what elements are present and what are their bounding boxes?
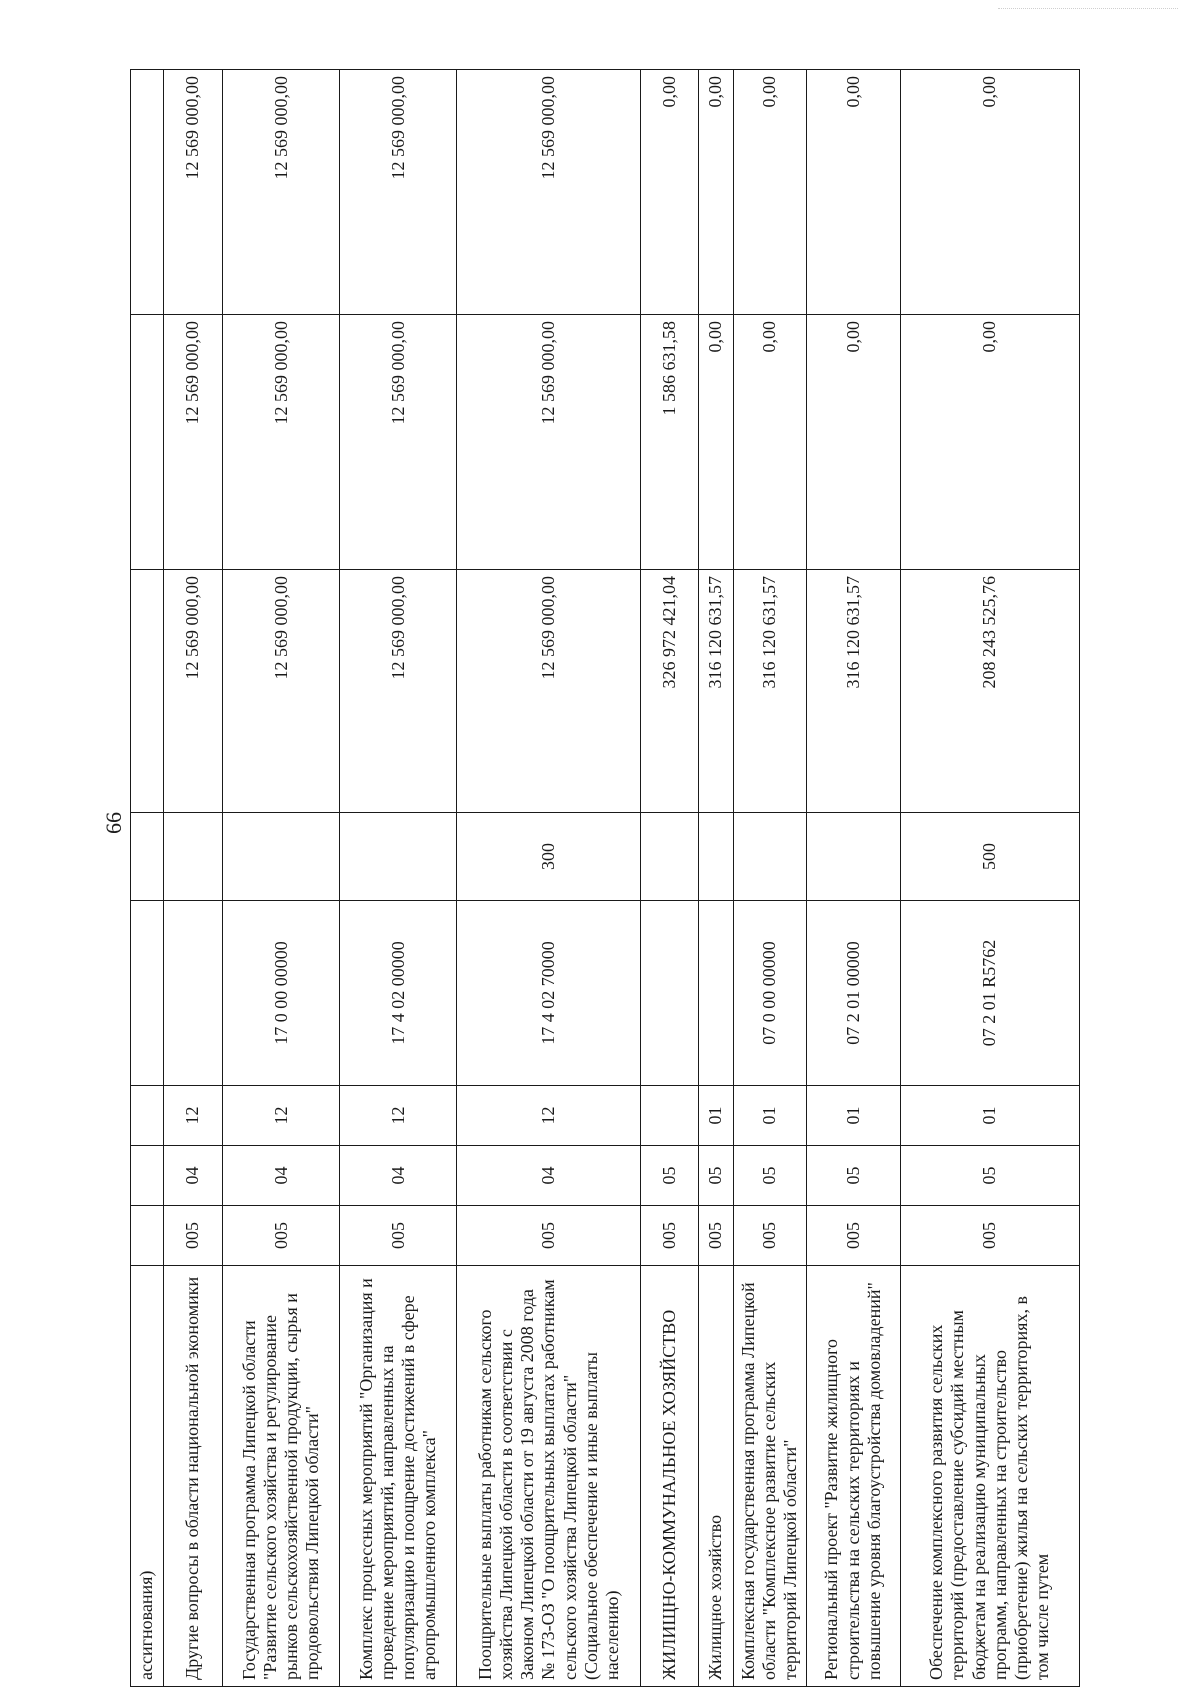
amount-year-2: 1 586 631,58 <box>641 315 698 570</box>
admin-code: 005 <box>641 1206 698 1266</box>
subsection-code: 12 <box>164 1086 223 1146</box>
table-row <box>223 70 340 1687</box>
admin-code <box>131 1206 164 1266</box>
subsection-code: 01 <box>806 1086 900 1146</box>
expense-type: 500 <box>900 813 1079 901</box>
section-code: 05 <box>900 1146 1079 1206</box>
section-code: 04 <box>340 1146 457 1206</box>
target-article: 07 2 01 00000 <box>806 901 900 1086</box>
amount-year-1: 316 120 631,57 <box>698 570 733 813</box>
amount-year-2: 12 569 000,00 <box>223 315 340 570</box>
row-name: Региональный проект "Развитие жилищного строительства на сельских территориях и повышение уровня благоустройства домовладений" <box>806 1266 900 1687</box>
amount-year-2 <box>131 315 164 570</box>
admin-code: 005 <box>698 1206 733 1266</box>
subsection-code: 01 <box>900 1086 1079 1146</box>
row-name: Жилищное хозяйство <box>698 1266 733 1687</box>
target-article: 17 4 02 70000 <box>457 901 641 1086</box>
amount-year-3: 12 569 000,00 <box>340 70 457 315</box>
target-article: 07 0 00 00000 <box>733 901 806 1086</box>
amount-year-2: 12 569 000,00 <box>340 315 457 570</box>
target-article: 07 2 01 R5762 <box>900 901 1079 1086</box>
subsection-code: 01 <box>733 1086 806 1146</box>
amount-year-3: 0,00 <box>641 70 698 315</box>
row-name: ассигнования) <box>131 1266 164 1687</box>
table-row <box>131 70 164 1687</box>
subsection-code <box>641 1086 698 1146</box>
section-code: 04 <box>164 1146 223 1206</box>
amount-year-2: 0,00 <box>698 315 733 570</box>
section-code <box>131 1146 164 1206</box>
subsection-code: 12 <box>340 1086 457 1146</box>
rotated-table-container <box>130 70 1080 1687</box>
amount-year-1: 316 120 631,57 <box>806 570 900 813</box>
row-name: ЖИЛИЩНО-КОММУНАЛЬНОЕ ХОЗЯЙСТВО <box>641 1266 698 1687</box>
expense-type: 300 <box>457 813 641 901</box>
amount-year-1 <box>131 570 164 813</box>
amount-year-3: 12 569 000,00 <box>223 70 340 315</box>
section-code: 05 <box>733 1146 806 1206</box>
amount-year-3: 12 569 000,00 <box>457 70 641 315</box>
amount-year-3: 12 569 000,00 <box>164 70 223 315</box>
subsection-code <box>131 1086 164 1146</box>
section-code: 05 <box>641 1146 698 1206</box>
expense-type <box>806 813 900 901</box>
admin-code: 005 <box>806 1206 900 1266</box>
amount-year-3: 0,00 <box>733 70 806 315</box>
expense-type <box>223 813 340 901</box>
admin-code: 005 <box>340 1206 457 1266</box>
table-row <box>900 70 1079 1687</box>
admin-code: 005 <box>223 1206 340 1266</box>
amount-year-3 <box>131 70 164 315</box>
amount-year-1: 316 120 631,57 <box>733 570 806 813</box>
admin-code: 005 <box>733 1206 806 1266</box>
subsection-code: 12 <box>457 1086 641 1146</box>
amount-year-3: 0,00 <box>900 70 1079 315</box>
admin-code: 005 <box>457 1206 641 1266</box>
page-number: 66 <box>101 812 126 834</box>
subsection-code: 12 <box>223 1086 340 1146</box>
expense-type <box>641 813 698 901</box>
row-name: Другие вопросы в области национальной экономики <box>164 1266 223 1687</box>
amount-year-1: 12 569 000,00 <box>340 570 457 813</box>
amount-year-2: 12 569 000,00 <box>457 315 641 570</box>
table-row <box>806 70 900 1687</box>
target-article: 17 0 00 00000 <box>223 901 340 1086</box>
amount-year-2: 0,00 <box>733 315 806 570</box>
budget-table <box>130 69 1080 1687</box>
amount-year-2: 0,00 <box>900 315 1079 570</box>
expense-type <box>340 813 457 901</box>
section-code: 05 <box>698 1146 733 1206</box>
table-row <box>164 70 223 1687</box>
admin-code: 005 <box>900 1206 1079 1266</box>
row-name: Комплекс процессных мероприятий "Организация и проведение мероприятий, направленных на популяризацию и поощрение достижений в сфере агропромышленного комплекса" <box>340 1266 457 1687</box>
row-name: Комплексная государственная программа Липецкой области "Комплексное развитие сельских территорий Липецкой области" <box>733 1266 806 1687</box>
amount-year-2: 0,00 <box>806 315 900 570</box>
amount-year-1: 326 972 421,04 <box>641 570 698 813</box>
table-row <box>733 70 806 1687</box>
target-article <box>164 901 223 1086</box>
target-article: 17 4 02 00000 <box>340 901 457 1086</box>
amount-year-3: 0,00 <box>698 70 733 315</box>
row-name: Поощрительные выплаты работникам сельского хозяйства Липецкой области в соответствии с Законом Липецкой области от 19 августа 2008 года № 173-ОЗ "О поощрительных выплатах работникам сельского хозяйства Липецкой области" (Социальное обеспечение и иные выплаты населению) <box>457 1266 641 1687</box>
amount-year-2: 12 569 000,00 <box>164 315 223 570</box>
admin-code: 005 <box>164 1206 223 1266</box>
amount-year-1: 12 569 000,00 <box>223 570 340 813</box>
row-name: Обеспечение комплексного развития сельских территорий (предоставление субсидий местным бюджетам на реализацию муниципальных программ, направленных на строительство (приобретение) жилья на сельских территориях, в том числе путем <box>900 1266 1079 1687</box>
section-code: 05 <box>806 1146 900 1206</box>
expense-type <box>698 813 733 901</box>
amount-year-1: 208 243 525,76 <box>900 570 1079 813</box>
target-article <box>131 901 164 1086</box>
scan-artifact <box>998 8 1178 11</box>
table-row <box>698 70 733 1687</box>
subsection-code: 01 <box>698 1086 733 1146</box>
section-code: 04 <box>457 1146 641 1206</box>
row-name: Государственная программа Липецкой области "Развитие сельского хозяйства и регулирование рынков сельскохозяйственной продукции, сырья и продовольствия Липецкой области" <box>223 1266 340 1687</box>
table-row <box>340 70 457 1687</box>
expense-type <box>733 813 806 901</box>
amount-year-3: 0,00 <box>806 70 900 315</box>
section-code: 04 <box>223 1146 340 1206</box>
amount-year-1: 12 569 000,00 <box>164 570 223 813</box>
amount-year-1: 12 569 000,00 <box>457 570 641 813</box>
expense-type <box>164 813 223 901</box>
table-row <box>641 70 698 1687</box>
table-row <box>457 70 641 1687</box>
target-article <box>641 901 698 1086</box>
target-article <box>698 901 733 1086</box>
expense-type <box>131 813 164 901</box>
